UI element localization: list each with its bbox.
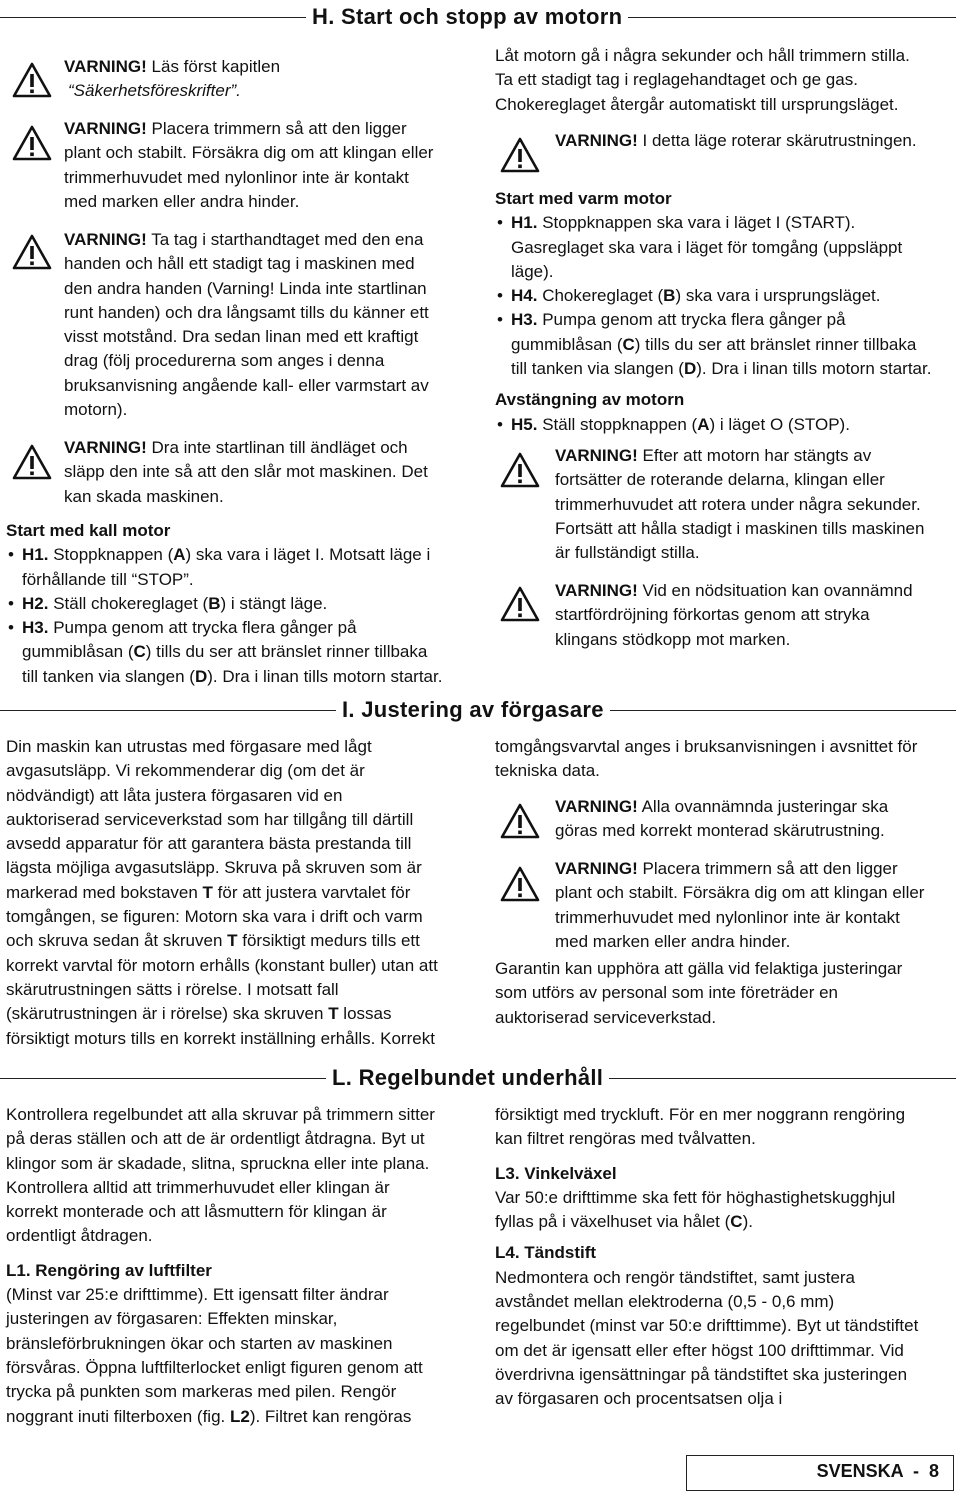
warning-start-handle: VARNING! Ta tag i starthandtaget med den ena handen och håll ett stadigt tag i maskinen med den andra handen (Varning! Linda inte startlinan runt handen) och dra långsamt tills du känner ett visst motstånd. Dra sedan linan med ett kraftigt drag (följ procedurerna som anges i denna bruksanvisning angående kall- eller varmstart av motorn).	[64, 230, 429, 420]
page-label: SVENSKA - 8	[816, 1461, 939, 1481]
warning-triangle-icon	[500, 452, 540, 488]
list-item: • H1. Stoppknappen (A) ska vara i läget I. Motsatt läge i förhållande till “STOP”.	[6, 543, 476, 592]
gearbox-title: L3. Vinkelväxel	[495, 1163, 617, 1183]
maintenance-left: Kontrollera regelbundet att alla skruvar på trimmern sitter på deras ställen och att de är ordentligt åtdragna. Byt ut klingor som är skadade, slitna, spruckna eller inte plana. Kontrollera alltid att trimmerhuvudet eller klingan är korrekt monterade och att låsmuttern för klingan är ordentligt åtdragen. L1. Rengöring av luftfilter (Minst var 25:e drifttimme). Ett igensatt filter ändrar justeringen av förgasaren: Effekten minskar, bränsleförbrukningen ökar och starten av maskinen försvåras. Öppna luftfilterlocket enligt figuren genom att trycka på punkten som markeras med pilen. Rengör noggrant inuti filterboxen (fig. L2). Filtret kan rengöras	[6, 1103, 476, 1429]
page-footer	[686, 1455, 954, 1491]
run-engine-paragraph: Låt motorn gå i några sekunder och håll trimmern stilla. Ta ett stadigt tag i reglagehandtaget och ge gas. Chokereglaget återgår automatiskt till ursprungsläget.	[495, 46, 910, 114]
warranty-paragraph: Garantin kan upphöra att gälla vid felaktiga justeringar som utförs av personal som inte företräder en auktoriserad serviceverkstad.	[495, 959, 903, 1027]
warning-start-cord: VARNING! Dra inte startlinan till ändläget och släpp den inte så att den slår mot maskinen. Det kan skada maskinen.	[64, 438, 428, 506]
cold-start-block	[6, 519, 476, 689]
section-l-title: L. Regelbundet underhåll	[326, 1065, 609, 1091]
idle-speed-paragraph: tomgångsvarvtal anges i bruksanvisningen i avsnittet för tekniska data.	[495, 737, 918, 781]
spark-plug-title: L4. Tändstift	[495, 1243, 597, 1263]
stop-engine-title: Avstängning av motorn	[495, 390, 685, 410]
warning-emergency: VARNING! Vid en nödsituation kan ovannämnd startfördröjning förkortas genom att stryka klingans stödkopp mot marken.	[555, 581, 913, 649]
air-filter-title: L1. Rengöring av luftfilter	[6, 1260, 212, 1280]
warning-triangle-icon	[500, 803, 540, 839]
list-item: • H2. Ställ chokereglaget (B) i stängt läge.	[6, 592, 476, 616]
warm-start-block	[495, 187, 955, 437]
section-h-header	[0, 0, 960, 40]
warning-triangle-icon	[12, 62, 52, 98]
warm-start-title: Start med varm motor	[495, 189, 672, 208]
list-item: • H1. Stoppknappen ska vara i läget I (START). Gasreglaget ska vara i läget för tomgång (uppsläppt läge).	[495, 211, 955, 284]
carburetor-paragraph: Din maskin kan utrustas med förgasare med lågt avgasutsläpp. Vi rekommenderar dig (om det är nödvändigt) att låta justera förgasaren vid en auktoriserad serviceverkstad som har tillgång till därtill avsedd apparatur för att garantera bästa prestanda till lägsta möjliga avgasutsläpp. Skruva på skruven som är markerad med bokstaven T för att justera varvtalet för tomgången, se figuren: Motorn ska vara i drift och varm och skruva sedan åt skruven T försiktigt medurs tills ett korrekt varvtal för motorn erhålls (konstant buller) utan att skärutrustningen sätts i rörelse. I motsatt fall (skärutrustningen är i rörelse) ska skruven T lossas försiktigt moturs tills en korrekt inställning erhålls. Korrekt	[6, 737, 438, 1048]
warning-triangle-icon	[500, 586, 540, 622]
warning-triangle-icon	[12, 125, 52, 161]
warning-triangle-icon	[12, 444, 52, 480]
warning-triangle-icon	[500, 137, 540, 173]
warning-triangle-icon	[12, 234, 52, 270]
list-item: • H5. Ställ stoppknappen (A) i läget O (STOP).	[495, 413, 955, 437]
list-item: • H3. Pumpa genom att trycka flera gånger på gummiblåsan (C) tills du ser att bränslet rinner tillbaka till tanken via slangen (D). Dra i linan tills motorn startar.	[6, 616, 476, 689]
warning-adjustments: VARNING! Alla ovannämnda justeringar ska göras med korrekt monterad skärutrustning.	[555, 797, 889, 841]
warning-triangle-icon	[500, 866, 540, 902]
section-l-header	[0, 1061, 960, 1101]
warning-place-trimmer: VARNING! Placera trimmern så att den ligger plant och stabilt. Försäkra dig om att klingan eller trimmerhuvudet med nylonlinor inte är kontakt med marken eller andra hinder.	[64, 119, 434, 211]
list-item: • H4. Chokereglaget (B) ska vara i ursprungsläget.	[495, 284, 955, 308]
section-i-title: I. Justering av förgasare	[336, 697, 610, 723]
maintenance-right: försiktigt med tryckluft. För en mer noggrann rengöring kan filtret rengöras med tvålvatten. L3. Vinkelväxel Var 50:e drifttimme ska fett för höghastighetskugghjul fyllas på i växelhuset via hålet (C). L4. Tändstift Nedmontera och rengör tändstiftet, samt justera avståndet mellan elektroderna (0,5 - 0,6 mm) regelbundet (minst var 50:e drifttimme). Byt ut tändstiftet om det är igensatt eller efter högst 100 drifttimmar. Vid överdrivna igensättningar på tändstiftet ska justeringen av förgasaren och procentsatsen olja i	[495, 1103, 955, 1412]
warning-after-stop: VARNING! Efter att motorn har stängts av fortsätter de roterande delarna, klingan eller trimmerhuvudet att rotera under några sekunder. Fortsätt att hålla stadigt i maskinen tills maskinen är fullständigt stilla.	[555, 446, 925, 563]
warning-read-safety: VARNING! Läs först kapitlen “Säkerhetsföreskrifter”.	[64, 57, 281, 101]
section-i-header	[0, 693, 960, 733]
warning-place-trimmer-2: VARNING! Placera trimmern så att den ligger plant och stabilt. Försäkra dig om att klingan eller trimmerhuvudet med nylonlinor inte är kontakt med marken eller andra hinder.	[555, 859, 925, 951]
cold-start-title: Start med kall motor	[6, 521, 171, 540]
warning-rotating: VARNING! I detta läge roterar skärutrustningen.	[555, 131, 917, 150]
list-item: • H3. Pumpa genom att trycka flera gånger på gummiblåsan (C) tills du ser att bränslet rinner tillbaka till tanken via slangen (D). Dra i linan tills motorn startar.	[495, 308, 955, 381]
section-h-title: H. Start och stopp av motorn	[306, 4, 628, 30]
